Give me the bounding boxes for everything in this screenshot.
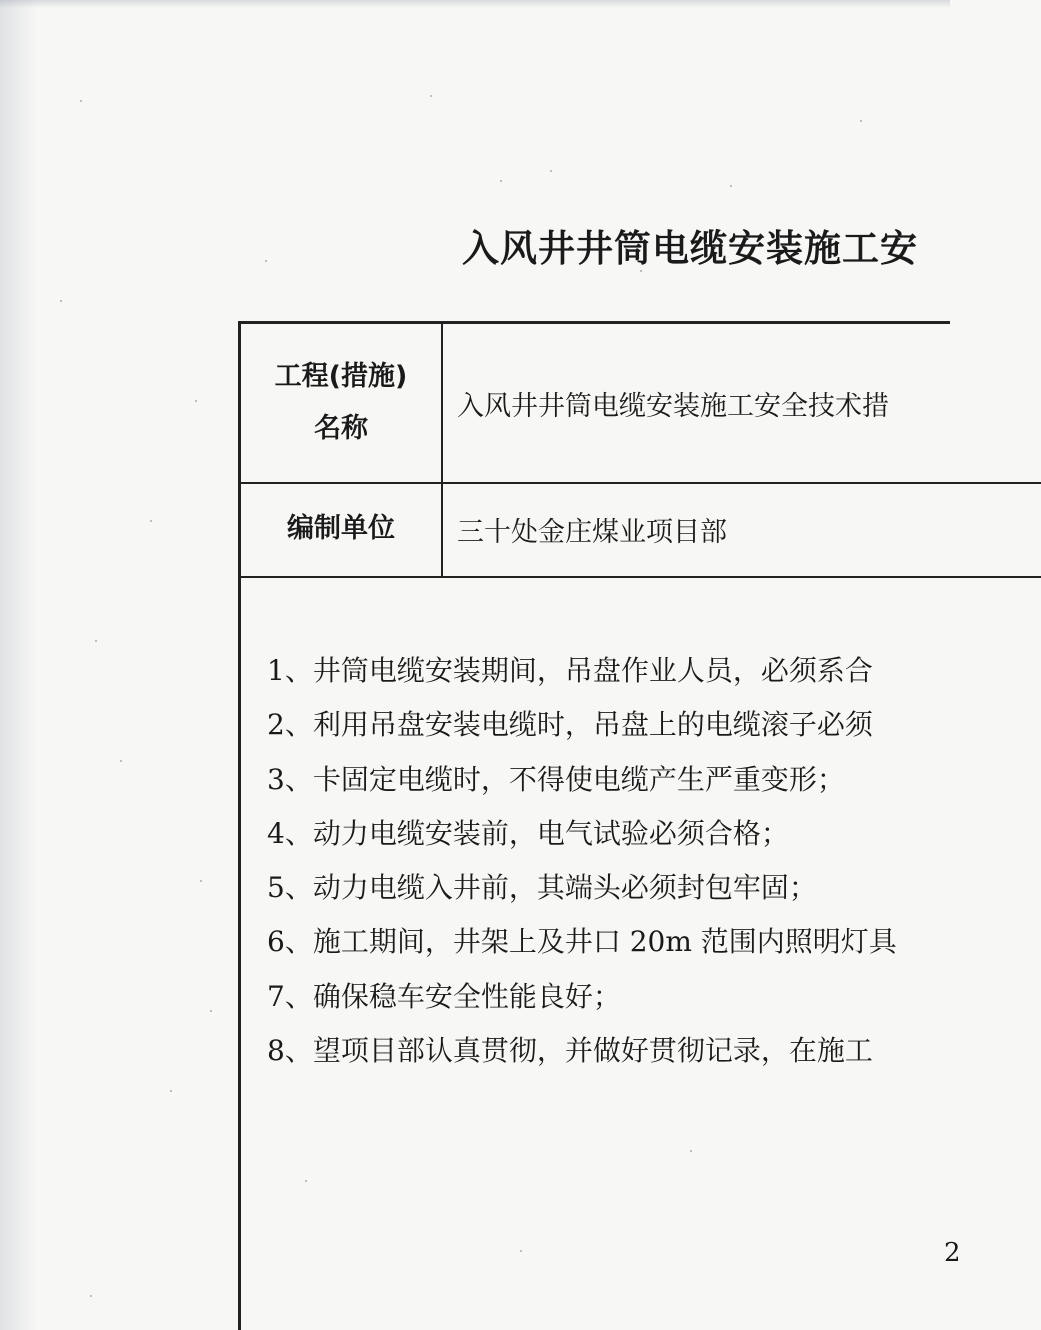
measure-item: 4、动力电缆安装前，电气试验必须合格； — [267, 816, 789, 850]
measure-item: 8、望项目部认真贯彻，并做好贯彻记录，在施工 — [267, 1034, 873, 1068]
scan-speck — [860, 120, 862, 122]
scan-left-shadow — [0, 0, 38, 1330]
scan-speck — [90, 1295, 92, 1297]
scan-speck — [120, 760, 122, 762]
scan-speck — [150, 520, 152, 522]
scan-speck — [265, 260, 267, 262]
project-name-label — [241, 324, 443, 482]
scan-speck — [430, 95, 432, 97]
project-name-value: 入风井井筒电缆安装施工安全技术措 — [457, 390, 889, 422]
scan-speck — [60, 300, 62, 302]
project-name-label-line2: 名称 — [314, 413, 368, 444]
scan-speck — [170, 1090, 172, 1092]
scan-speck — [95, 640, 97, 642]
measure-item: 7、确保稳车安全性能良好； — [267, 979, 621, 1013]
measure-item: 5、动力电缆入井前，其端头必须封包牢固； — [267, 871, 817, 905]
project-name-row — [241, 324, 1041, 484]
measure-item: 2、利用吊盘安装电缆时，吊盘上的电缆滚子必须 — [267, 708, 873, 742]
scan-speck — [210, 1010, 212, 1012]
compiler-row — [241, 482, 1041, 578]
scan-top-shadow — [0, 0, 950, 8]
measures-form-table — [238, 321, 950, 1330]
scan-speck — [195, 400, 197, 402]
compiler-label: 编制单位 — [241, 482, 443, 576]
compiler-value: 三十处金庄煤业项目部 — [457, 516, 727, 548]
scan-speck — [730, 185, 732, 187]
scan-speck — [500, 180, 502, 182]
measure-item: 1、井筒电缆安装期间，吊盘作业人员，必须系合 — [267, 654, 873, 687]
page-number: 2 — [944, 1238, 961, 1268]
scan-speck — [80, 100, 82, 102]
scan-speck — [550, 170, 552, 172]
safety-measures-list — [267, 644, 897, 1078]
scan-speck — [200, 880, 202, 882]
measure-item: 6、施工期间，井架上及井口 20m 范围内照明灯具 — [267, 925, 897, 959]
document-title: 入风井井筒电缆安装施工安 — [462, 227, 918, 270]
measure-item: 3、卡固定电缆时，不得使电缆产生严重变形； — [267, 762, 845, 796]
project-name-label-line1: 工程(措施) — [274, 361, 408, 392]
